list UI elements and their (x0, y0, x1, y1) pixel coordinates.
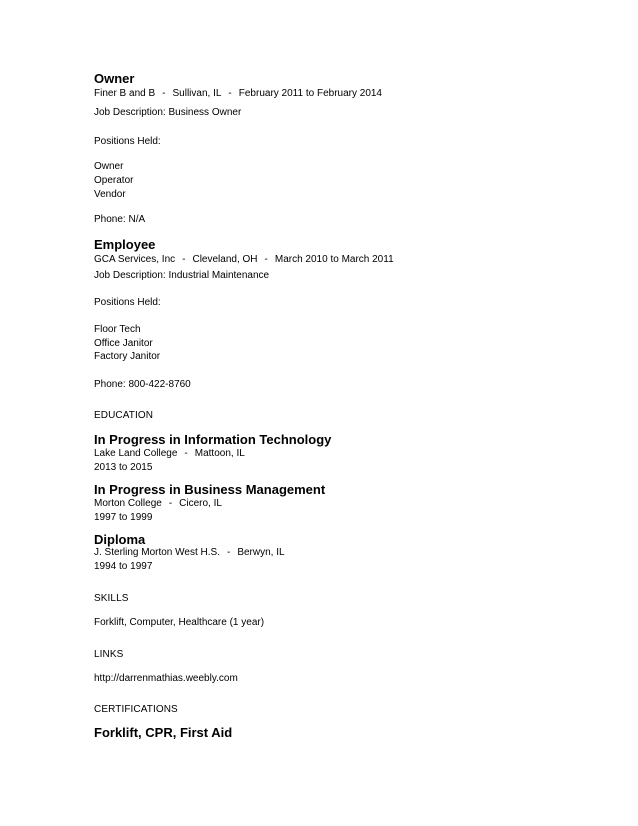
positions-label: Positions Held: (94, 297, 161, 308)
position-item: Factory Janitor (94, 351, 161, 362)
separator: - (264, 254, 268, 265)
position-item: Office Janitor (94, 338, 153, 349)
job-title: Employee (94, 237, 156, 252)
school-location: Mattoon, IL (194, 448, 245, 459)
separator: - (226, 547, 231, 558)
job-meta (94, 88, 382, 100)
certifications-heading: CERTIFICATIONS (94, 704, 178, 715)
job-phone: Phone: N/A (94, 214, 146, 225)
job-description: Job Description: Industrial Maintenance (94, 270, 270, 281)
employer: Finer B and B (94, 88, 156, 99)
job-description: Job Description: Business Owner (94, 107, 242, 118)
education-heading: EDUCATION (94, 410, 154, 421)
education-title: Diploma (94, 532, 146, 547)
school-name: J. Sterling Morton West H.S. (94, 547, 220, 558)
positions-label: Positions Held: (94, 136, 161, 147)
position-item: Operator (94, 175, 134, 186)
job-title: Owner (94, 71, 135, 86)
school-name: Morton College (94, 498, 162, 509)
certifications-text: Forklift, CPR, First Aid (94, 725, 233, 740)
job-dates: March 2010 to March 2011 (274, 254, 394, 265)
website-link[interactable]: http://darrenmathias.weebly.com (94, 673, 238, 684)
education-title: In Progress in Business Management (94, 482, 326, 497)
position-item: Vendor (94, 189, 126, 200)
job-meta (94, 254, 394, 266)
separator: - (162, 88, 166, 99)
separator: - (168, 498, 173, 509)
position-item: Floor Tech (94, 324, 141, 335)
education-dates: 1994 to 1997 (94, 561, 153, 572)
skills-heading: SKILLS (94, 593, 129, 604)
separator: - (182, 254, 186, 265)
links-heading: LINKS (94, 649, 124, 660)
education-dates: 1997 to 1999 (94, 512, 153, 523)
skills-text: Forklift, Computer, Healthcare (1 year) (94, 617, 265, 628)
position-item: Owner (94, 161, 124, 172)
job-location: Sullivan, IL (172, 88, 222, 99)
separator: - (228, 88, 232, 99)
employer: GCA Services, Inc (94, 254, 176, 265)
education-school-line (94, 498, 222, 510)
school-location: Cicero, IL (179, 498, 222, 509)
school-name: Lake Land College (94, 448, 178, 459)
job-location: Cleveland, OH (192, 254, 258, 265)
job-dates: February 2011 to February 2014 (238, 88, 382, 99)
separator: - (184, 448, 188, 459)
education-title: In Progress in Information Technology (94, 432, 332, 447)
education-school-line (94, 448, 245, 460)
education-dates: 2013 to 2015 (94, 462, 153, 473)
education-school-line (94, 547, 285, 559)
school-location: Berwyn, IL (237, 547, 285, 558)
job-phone: Phone: 800-422-8760 (94, 379, 191, 390)
